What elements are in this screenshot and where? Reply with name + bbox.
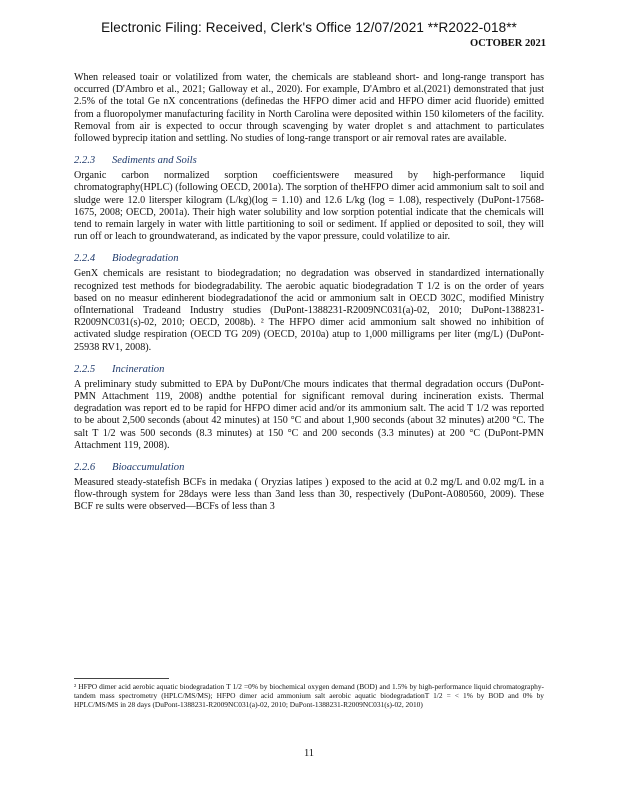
footnote-divider (74, 678, 169, 679)
bioaccumulation-paragraph: Measured steady-statefish BCFs in medaka ( Oryzias latipes ) exposed to the acid at 0.2 mg/L and 0.02 mg/L in a flow-through system for 28days were less than 3and less than 30, respectively (DuPont-A080560, 2009). These BCF re sults were observed—BCFs of less than 3 (74, 477, 544, 513)
section-number: 2.2.3 (74, 155, 96, 167)
section-number: 2.2.4 (74, 253, 96, 265)
section-title: Incineration (112, 363, 165, 375)
incineration-paragraph: A preliminary study submitted to EPA by DuPont/Che mours indicates that thermal degradation occurs (DuPont-PMN Attachment 119, 2008) andthe potential for significant removal during incineration exists. Thermal degradation was report ed to be rapid for HFPO dimer acid and/or its ammonium salt. The acid T 1/2 was reported to be about 2,500 seconds (about 42 minutes) at 150 °C and about 1,900 seconds (about 32 minutes) at200 °C. The salt T 1/2 was 500 seconds (8.3 minutes) at 150 °C and 200 seconds (3.3 minutes) at 200 °C (DuPont-PMN Attachment 119, 2008). (74, 378, 544, 451)
sediments-paragraph: Organic carbon normalized sorption coefficientswere measured by high-performance liquid chromatography(HPLC) (following OECD, 2001a). The sorption of theHFPO dimer acid ammonium salt to soil and sludge were 12.0 litersper kilogram (L/kg)(log = 1.10) and 12.6 L/kg (log = 1.08), respectively (DuPont-17568-1675, 2008; OECD, 2001a). Their high water solubility and low sorption potential indicate that the chemicals will tend to remain largely in water with little partitioning to soil or sediment. If applied or deposited to soil, they will run off or leach to groundwaterand, as indicated by the vapor pressure, could volatilize to air. (74, 170, 544, 243)
section-title: Biodegradation (112, 253, 179, 265)
page-number: 11 (303, 748, 315, 759)
intro-paragraph: When released toair or volatilized from water, the chemicals are stableand short- and long-range transport has occurred (D'Ambro et al., 2021; Galloway et al., 2020). For example, D'Ambro et al.(2021) demonstrated that just 2.5% of the total Ge nX concentrations (definedas the HFPO dimer acid and HFPO dimer acid fluoride) emitted from a fluoropolymer manufacturing facility in North Carolina were deposited within 150 kilometers of the facility. Removal from air is expected to occur through scavenging by water droplet s and attachment to particulates followed byprecip itation and settling. No studies of long-range transport or air removal rates are available. (74, 72, 544, 145)
report-date: OCTOBER 2021 (470, 38, 546, 49)
footnote: ² HFPO dimer acid aerobic aquatic biodegradation T 1/2 =0% by biochemical oxygen demand (BOD) and 1.5% by high-performance liquid chromatography-tandem mass spectrometry (HPLC/MS/MS); HFPO dimer acid ammonium salt aerobic aquatic biodegradationT 1/2 = < 1% by BOD and 0% by HPLC/MS/MS in 28 days (DuPont-1388231-R2009NC031(a)-02, 2010; DuPont-1388231-R2009NC031(s)-02, 2010) (74, 682, 544, 710)
section-heading-bioaccumulation (74, 461, 544, 474)
section-title: Sediments and Soils (112, 155, 197, 167)
section-title: Bioaccumulation (112, 462, 185, 474)
document-body (74, 72, 544, 514)
biodegradation-paragraph: GenX chemicals are resistant to biodegradation; no degradation was observed in standardized internationally recognized test methods for biodegradability. The aerobic aquatic biodegradation T 1/2 is on the order of years based on no measur edinherent biodegradationof the acid or ammonium salt in OECD 302C, modified Ministry ofInternational Tradeand Industry studies (DuPont-1388231-R2009NC031(a)-02, 2010; DuPont-1388231-R2009NC031(s)-02, 2010; OECD, 2008b). ² The HFPO dimer acid ammonium salt showed no inhibition of activated sludge respiration (OECD TG 209) (OECD, 2010a) atup to 1,000 milligrams per liter (mg/L) (DuPont-25938 RV1, 2008). (74, 268, 544, 353)
section-heading-incineration (74, 363, 544, 376)
section-heading-sediments (74, 154, 544, 167)
filing-stamp: Electronic Filing: Received, Clerk's Office 12/07/2021 **R2022-018** (101, 20, 517, 35)
section-number: 2.2.5 (74, 363, 96, 375)
section-heading-biodegradation (74, 252, 544, 265)
section-number: 2.2.6 (74, 462, 96, 474)
